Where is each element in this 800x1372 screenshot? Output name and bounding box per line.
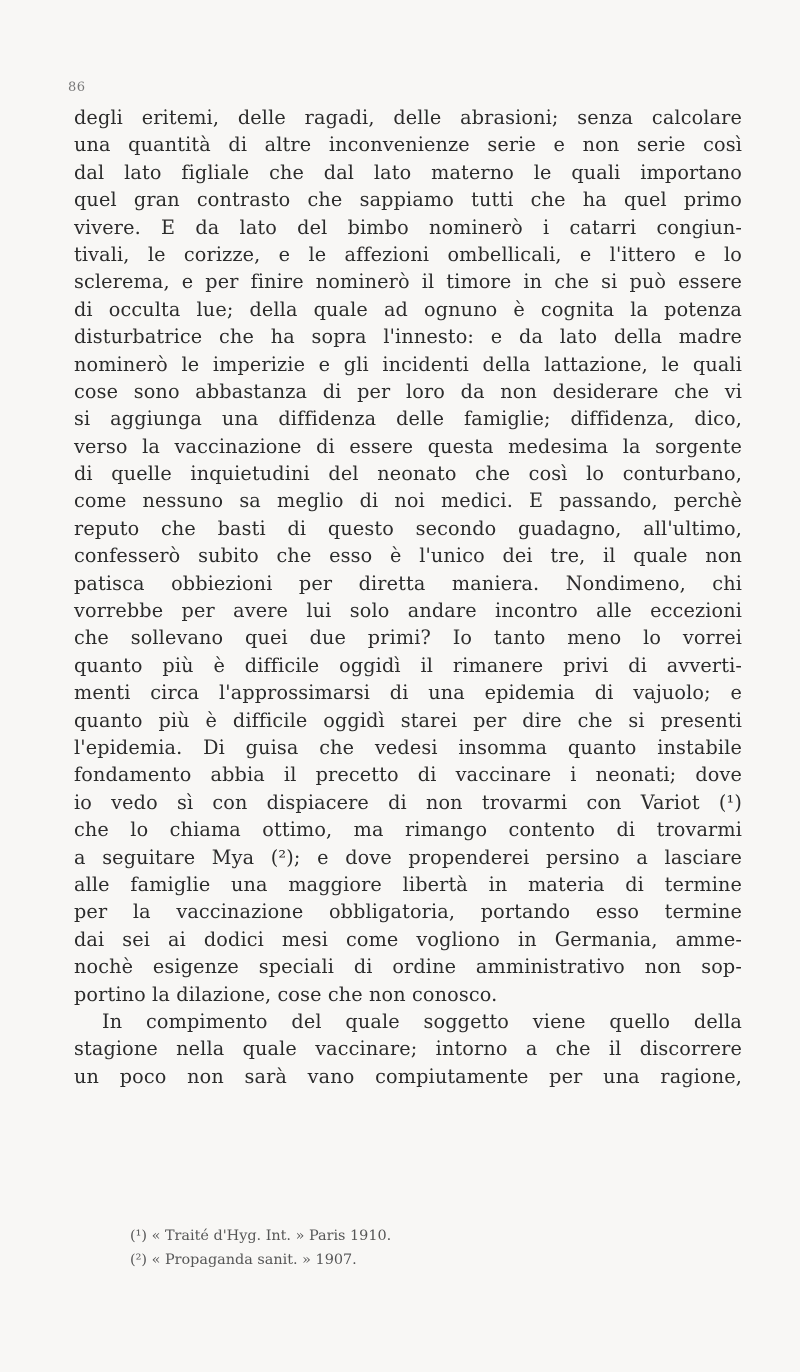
text-line: stagione nella quale vaccinare; intorno a che il discorrere [74, 1037, 742, 1061]
text-line: portino la dilazione, cose che non conosco. [74, 982, 498, 1006]
text-line: nominerò le imperizie e gli incidenti della lattazione, le quali [74, 352, 742, 376]
text-line: dal lato figliale che dal lato materno le quali importano [74, 160, 742, 184]
text-line: una quantità di altre inconvenienze serie e non serie così [74, 133, 742, 157]
footnote: (¹) « Traité d'Hyg. Int. » Paris 1910. [130, 1228, 392, 1244]
text-line: degli eritemi, delle ragadi, delle abrasioni; senza calcolare [74, 106, 742, 129]
footnote: (²) « Propaganda sanit. » 1907. [130, 1252, 357, 1268]
text-line: reputo che basti di questo secondo guadagno, all'ultimo, [74, 516, 742, 540]
text-line: io vedo sì con dispiacere di non trovarmi con Variot (¹) [74, 790, 742, 814]
text-line: disturbatrice che ha sopra l'innesto: e da lato della madre [74, 325, 742, 349]
text-line: quanto più è difficile oggidì starei per dire che si presenti [74, 708, 742, 732]
text-line: confesserò subito che esso è l'unico dei tre, il quale non [74, 544, 742, 568]
text-line: patisca obbiezioni per diretta maniera. Nondimeno, chi [74, 571, 742, 595]
text-line: sclerema, e per finire nominerò il timore in che si può essere [74, 270, 742, 294]
text-line: tivali, le corizze, e le affezioni ombellicali, e l'ittero e lo [74, 242, 742, 266]
text-line: cose sono abbastanza di per loro da non desiderare che vi [74, 379, 742, 403]
text-line: nochè esigenze speciali di ordine amministrativo non sop- [74, 955, 742, 979]
body-text [74, 104, 742, 1090]
text-line: a seguitare Mya (²); e dove propenderei persino a lasciare [74, 845, 742, 869]
text-line: verso la vaccinazione di essere questa medesima la sorgente [74, 434, 742, 458]
text-line: vorrebbe per avere lui solo andare incontro alle eccezioni [74, 599, 742, 623]
page-number: 86 [68, 80, 86, 95]
text-line: menti circa l'approssimarsi di una epidemia di vajuolo; e [74, 681, 742, 705]
text-line: quanto più è difficile oggidì il rimanere privi di avverti- [74, 653, 742, 677]
text-line: un poco non sarà vano compiutamente per una ragione, [74, 1064, 742, 1088]
text-line: quel gran contrasto che sappiamo tutti che ha quel primo [74, 188, 742, 212]
text-line: l'epidemia. Di guisa che vedesi insomma quanto instabile [74, 735, 742, 759]
text-line: di occulta lue; della quale ad ognuno è cognita la potenza [74, 297, 742, 321]
text-line: alle famiglie una maggiore libertà in materia di termine [74, 872, 742, 896]
text-line: che lo chiama ottimo, ma rimango contento di trovarmi [74, 818, 742, 842]
footnotes [130, 1224, 690, 1272]
text-line: fondamento abbia il precetto di vaccinare i neonati; dove [74, 763, 742, 787]
text-line: di quelle inquietudini del neonato che così lo conturbano, [74, 462, 742, 486]
text-line: In compimento del quale soggetto viene quello della [102, 1009, 742, 1033]
text-line: si aggiunga una diffidenza delle famiglie; diffidenza, dico, [74, 407, 742, 431]
text-line: vivere. E da lato del bimbo nominerò i catarri congiun- [74, 215, 742, 239]
text-line: dai sei ai dodici mesi come vogliono in Germania, ammе- [74, 927, 742, 951]
text-line: per la vaccinazione obbligatoria, portando esso termine [74, 900, 742, 924]
text-line: che sollevano quei due primi? Io tanto meno lo vorrei [74, 626, 742, 650]
text-line: come nessuno sa meglio di noi medici. E passando, perchè [74, 489, 742, 513]
